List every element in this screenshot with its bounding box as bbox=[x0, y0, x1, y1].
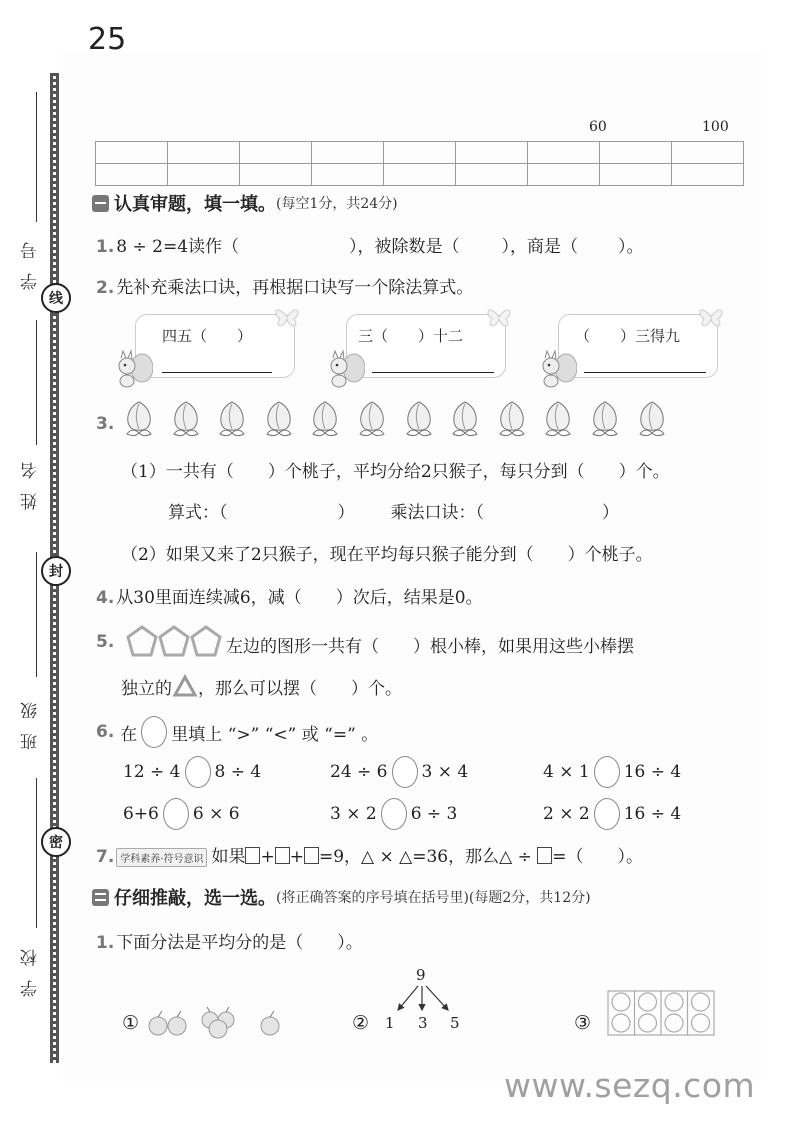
seal-mi: 密 bbox=[41, 827, 71, 857]
answer-line[interactable] bbox=[162, 372, 272, 373]
compare-circle-input[interactable] bbox=[163, 798, 189, 830]
compare-right: 6 × 6 bbox=[192, 804, 240, 824]
compare-left: 3 × 2 bbox=[330, 804, 377, 824]
score-table-row bbox=[96, 142, 744, 164]
plus-sign: + bbox=[260, 847, 275, 867]
question-text: ）个桃子，平均分给2只猴子，每只分到（ bbox=[267, 462, 585, 482]
score-cell[interactable] bbox=[384, 164, 456, 186]
question-1-3-part-1 bbox=[121, 457, 670, 482]
field-label-student-id: 学号 bbox=[21, 228, 41, 290]
field-line-school[interactable] bbox=[36, 778, 37, 928]
multiplication-card-1 bbox=[135, 314, 295, 378]
butterfly-icon bbox=[696, 303, 726, 331]
compare-item-3 bbox=[543, 756, 681, 788]
peach-icon bbox=[589, 400, 621, 438]
question-number: 6. bbox=[96, 722, 115, 742]
question-text: ）。 bbox=[337, 933, 363, 953]
card-text: （ ）三得九 bbox=[575, 327, 681, 345]
question-1-2 bbox=[96, 273, 473, 298]
multiplication-card-2 bbox=[346, 314, 506, 378]
butterfly-icon bbox=[484, 303, 514, 331]
section-one-note: (每空1分，共24分) bbox=[276, 196, 398, 212]
square-symbol-icon bbox=[275, 847, 290, 864]
score-cell[interactable] bbox=[168, 164, 240, 186]
section-one-header bbox=[92, 190, 398, 216]
peach-icon bbox=[496, 400, 528, 438]
triangle-sticks-icon bbox=[172, 674, 198, 698]
field-line-name[interactable] bbox=[36, 320, 37, 445]
question-number: 5. bbox=[96, 632, 115, 652]
option-2-label[interactable]: ② bbox=[352, 1012, 370, 1034]
answer-line[interactable] bbox=[584, 372, 706, 373]
question-text: 8 ÷ 2=4读作（ bbox=[116, 237, 240, 257]
peach-icon bbox=[170, 400, 202, 438]
question-1-3-number bbox=[96, 414, 116, 434]
question-number: 7. bbox=[96, 847, 115, 867]
question-text: 算式：（ bbox=[168, 503, 228, 523]
compare-item-1 bbox=[123, 756, 261, 788]
question-text: 乘法口诀：（ bbox=[390, 503, 484, 523]
peach-icon bbox=[123, 400, 155, 438]
section-two-header bbox=[92, 884, 591, 910]
score-cell[interactable] bbox=[168, 142, 240, 164]
score-cell[interactable] bbox=[528, 164, 600, 186]
score-cell[interactable] bbox=[240, 142, 312, 164]
question-number: 1. bbox=[96, 933, 115, 953]
score-cell[interactable] bbox=[672, 142, 744, 164]
question-1-4 bbox=[96, 583, 483, 608]
question-1-6 bbox=[96, 716, 378, 748]
score-label-60: 60 bbox=[589, 119, 607, 135]
compare-item-5 bbox=[330, 798, 457, 830]
page-number: 25 bbox=[88, 22, 127, 57]
question-2-1 bbox=[96, 928, 363, 953]
card-text: 三（ ）十二 bbox=[358, 327, 464, 345]
peach-icon bbox=[356, 400, 388, 438]
question-1-7 bbox=[96, 842, 643, 867]
question-1-3-formula bbox=[168, 498, 619, 523]
peach-icon bbox=[542, 400, 574, 438]
split-arrows-icon bbox=[380, 984, 460, 1014]
boxes-with-circles-icon bbox=[607, 990, 715, 1036]
score-cell[interactable] bbox=[384, 142, 456, 164]
peach-icon bbox=[449, 400, 481, 438]
peach-icon bbox=[309, 400, 341, 438]
compare-left: 4 × 1 bbox=[543, 762, 590, 782]
squirrel-icon bbox=[115, 346, 153, 388]
compare-left: 6+6 bbox=[123, 804, 159, 824]
question-text: ）个桃子。 bbox=[567, 545, 653, 565]
question-text: ），商是（ bbox=[501, 237, 579, 257]
compare-right: 8 ÷ 4 bbox=[214, 762, 262, 782]
compare-circle-input[interactable] bbox=[185, 756, 211, 788]
score-label-100: 100 bbox=[702, 119, 729, 135]
score-table bbox=[95, 141, 744, 186]
question-1-3-part-2 bbox=[121, 540, 653, 565]
score-cell[interactable] bbox=[600, 164, 672, 186]
question-text: ，那么可以摆（ bbox=[198, 679, 317, 699]
question-text: 独立的 bbox=[121, 679, 172, 699]
card-text: 四五（ ） bbox=[162, 327, 253, 345]
question-text: （2）如果又来了2只猴子，现在平均每只猴子能分到（ bbox=[121, 545, 534, 565]
tree-branch-2: 3 bbox=[418, 1014, 428, 1032]
question-text: 下面分法是平均分的是（ bbox=[116, 933, 304, 953]
question-text: =（ bbox=[552, 847, 584, 867]
score-cell[interactable] bbox=[672, 164, 744, 186]
compare-right: 6 ÷ 3 bbox=[410, 804, 458, 824]
peach-icon bbox=[263, 400, 295, 438]
compare-left: 12 ÷ 4 bbox=[123, 762, 181, 782]
compare-right: 3 × 4 bbox=[421, 762, 469, 782]
question-text: 里填上 “>” “<” 或 “=” 。 bbox=[171, 724, 379, 745]
square-symbol-icon bbox=[304, 847, 319, 864]
circle-example-icon bbox=[141, 716, 167, 748]
squirrel-icon bbox=[327, 346, 365, 388]
tree-branch-1: 1 bbox=[385, 1014, 395, 1032]
plus-sign: + bbox=[289, 847, 304, 867]
peach-row bbox=[123, 400, 668, 438]
seal-xian: 线 bbox=[41, 283, 71, 313]
compare-item-2 bbox=[330, 756, 468, 788]
peach-icon bbox=[403, 400, 435, 438]
square-symbol-icon bbox=[245, 847, 260, 864]
compare-right: 16 ÷ 4 bbox=[623, 804, 682, 824]
squirrel-icon bbox=[539, 346, 577, 388]
option-1-label[interactable]: ① bbox=[122, 1012, 140, 1034]
compare-circle-input[interactable] bbox=[381, 798, 407, 830]
field-label-class: 班级 bbox=[21, 688, 41, 750]
question-text: ）个。 bbox=[618, 462, 670, 482]
compare-item-4 bbox=[123, 798, 240, 830]
score-cell[interactable] bbox=[600, 142, 672, 164]
compare-left: 24 ÷ 6 bbox=[330, 762, 388, 782]
score-cell[interactable] bbox=[312, 164, 384, 186]
question-text: ） bbox=[337, 503, 355, 523]
question-text: ）次后，结果是0。 bbox=[335, 588, 483, 608]
question-1-1 bbox=[96, 232, 644, 257]
section-two-badge-icon bbox=[92, 889, 109, 906]
question-number: 4. bbox=[96, 588, 115, 608]
question-text: 从30里面连续减6，减（ bbox=[116, 588, 302, 608]
field-label-name: 姓名 bbox=[21, 448, 41, 510]
score-cell[interactable] bbox=[456, 164, 528, 186]
butterfly-icon bbox=[272, 303, 302, 331]
score-cell[interactable] bbox=[240, 164, 312, 186]
multiplication-card-3 bbox=[558, 314, 718, 378]
score-table-row bbox=[96, 164, 744, 186]
compare-circle-input[interactable] bbox=[594, 798, 620, 830]
tree-branch-3: 5 bbox=[450, 1014, 460, 1032]
section-two-title: 仔细推敲，选一选。 bbox=[114, 888, 276, 909]
literacy-tag: 学科素养·符号意识 bbox=[116, 848, 207, 867]
score-cell[interactable] bbox=[456, 142, 528, 164]
question-text: ）个。 bbox=[351, 679, 402, 699]
compare-item-6 bbox=[543, 798, 681, 830]
section-two-note: (将正确答案的序号填在括号里)(每题2分，共12分) bbox=[276, 890, 591, 906]
question-1-5-text bbox=[226, 632, 634, 657]
score-cell[interactable] bbox=[96, 164, 168, 186]
peach-icon bbox=[216, 400, 248, 438]
apple-groups-icon bbox=[148, 1004, 288, 1040]
tree-top-number: 9 bbox=[416, 966, 426, 984]
peach-icon bbox=[636, 400, 668, 438]
seal-feng: 封 bbox=[41, 556, 71, 586]
score-cell[interactable] bbox=[312, 142, 384, 164]
question-text: 左边的图形一共有（ bbox=[226, 637, 379, 657]
watermark: www.sezq.com bbox=[504, 1066, 756, 1105]
question-number: 1. bbox=[96, 237, 115, 257]
compare-right: 16 ÷ 4 bbox=[623, 762, 682, 782]
question-text: ）根小棒，如果用这些小棒摆 bbox=[413, 637, 634, 657]
square-symbol-icon bbox=[537, 847, 552, 864]
question-text: =9，△ × △=36，那么△ ÷ bbox=[318, 847, 538, 867]
compare-circle-input[interactable] bbox=[392, 756, 418, 788]
field-line-class[interactable] bbox=[36, 552, 37, 677]
question-1-5-line-2 bbox=[121, 674, 402, 699]
score-cell[interactable] bbox=[528, 142, 600, 164]
question-number: 3. bbox=[96, 414, 115, 434]
question-number: 2. bbox=[96, 278, 115, 298]
section-one-badge-icon bbox=[92, 195, 109, 212]
answer-line[interactable] bbox=[372, 372, 494, 373]
question-text: ）。 bbox=[618, 237, 644, 257]
compare-left: 2 × 2 bbox=[543, 804, 590, 824]
question-text: 先补充乘法口诀，再根据口诀写一个除法算式。 bbox=[116, 278, 474, 298]
question-text: 在 bbox=[120, 724, 138, 745]
section-one-title: 认真审题，填一填。 bbox=[114, 194, 276, 215]
question-text: （1）一共有（ bbox=[121, 462, 234, 482]
question-text: ）。 bbox=[617, 847, 643, 867]
question-text: ） bbox=[602, 503, 619, 523]
pentagon-sticks-icon bbox=[125, 624, 225, 660]
question-text: 如果 bbox=[211, 847, 246, 867]
compare-circle-input[interactable] bbox=[594, 756, 620, 788]
field-label-school: 学校 bbox=[21, 935, 41, 997]
question-1-5 bbox=[96, 632, 116, 652]
score-cell[interactable] bbox=[96, 142, 168, 164]
field-line-student-id[interactable] bbox=[36, 92, 37, 222]
option-3-label[interactable]: ③ bbox=[574, 1012, 592, 1034]
question-text: ），被除数是（ bbox=[349, 237, 460, 257]
